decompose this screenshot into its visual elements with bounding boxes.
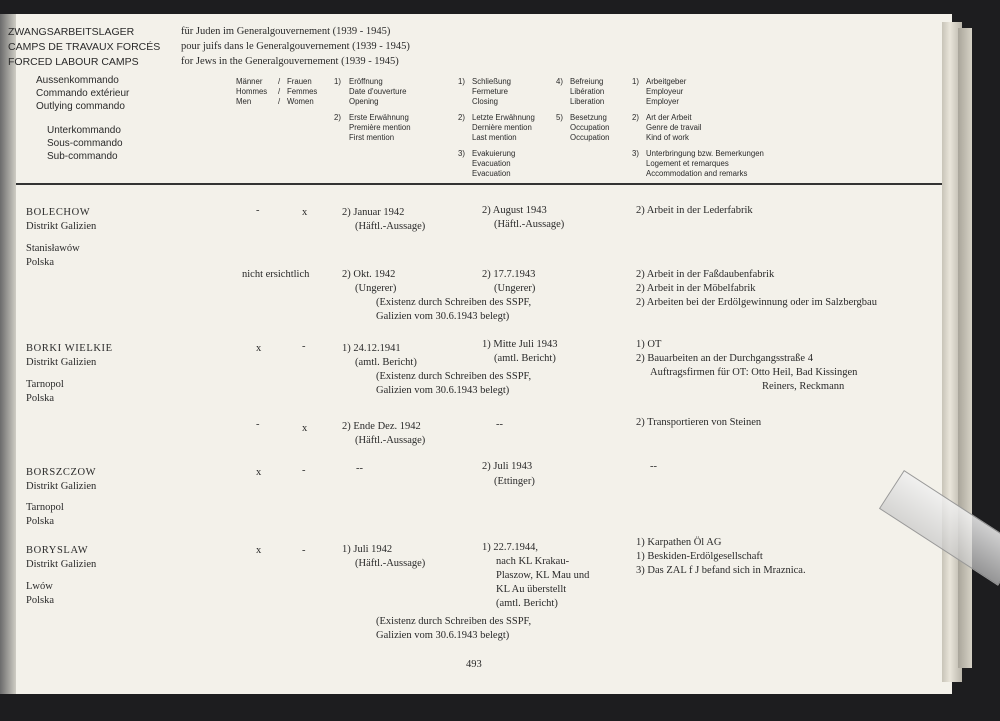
men-mark: - <box>256 205 260 216</box>
note: (Existenz durch Schreiben des SSPF, <box>376 616 532 627</box>
outlying-fr: Commando extérieur <box>36 88 130 99</box>
closing-source: (Häftl.-Aussage) <box>494 219 565 230</box>
subtitle-fr: pour juifs dans le Generalgouvernement (1939 - 1945) <box>181 41 410 52</box>
women-mark: x <box>302 423 308 434</box>
title-de: ZWANGSARBEITSLAGER <box>8 26 135 38</box>
closing-source: (Ungerer) <box>494 283 536 294</box>
gender-sep: / <box>278 87 281 96</box>
gender-men-en: Men <box>236 97 252 106</box>
place-name: BORSZCZOW <box>26 467 97 478</box>
outlying-de: Aussenkommando <box>36 75 119 86</box>
book-binding <box>0 14 16 694</box>
closing: -- <box>496 419 503 430</box>
men-mark: x <box>256 545 262 556</box>
opening-source: (Häftl.-Aussage) <box>355 558 426 569</box>
note: Galizien vom 30.6.1943 belegt) <box>376 630 510 641</box>
note: Galizien vom 30.6.1943 belegt) <box>376 311 510 322</box>
note: (Existenz durch Schreiben des SSPF, <box>376 297 532 308</box>
closing: 2) Juli 1943 <box>482 461 533 472</box>
closing-source: (Ettinger) <box>494 476 535 487</box>
closing-source: (amtl. Bericht) <box>496 598 558 609</box>
district: Distrikt Galizien <box>26 481 97 492</box>
title-en: FORCED LABOUR CAMPS <box>8 56 139 68</box>
closing: nach KL Krakau- <box>496 556 570 567</box>
gender-unknown: nicht ersichtlich <box>242 269 310 280</box>
title-fr: CAMPS DE TRAVAUX FORCÉS <box>8 41 161 53</box>
header-divider <box>16 183 942 185</box>
subtitle-en: for Jews in the Generalgouvernement (1939 - 1945) <box>181 56 399 67</box>
work: 2) Arbeit in der Lederfabrik <box>636 205 753 216</box>
place-name: BORKI WIELKIE <box>26 343 113 354</box>
gender-men-fr: Hommes <box>236 87 268 96</box>
men-mark: - <box>256 419 260 430</box>
opening: 1) 24.12.1941 <box>342 343 401 354</box>
work: Reiners, Reckmann <box>762 381 845 392</box>
work: 2) Arbeiten bei der Erdölgewinnung oder im Salzbergbau <box>636 297 877 308</box>
work: -- <box>650 461 657 472</box>
men-mark: x <box>256 343 262 354</box>
closing: 2) 17.7.1943 <box>482 269 536 280</box>
sub-fr: Sous-commando <box>47 138 123 149</box>
opening: -- <box>356 463 363 474</box>
page-edge-back <box>958 28 972 668</box>
district: Distrikt Galizien <box>26 221 97 232</box>
work: Auftragsfirmen für OT: Otto Heil, Bad Kissingen <box>650 367 858 378</box>
women-mark: - <box>302 341 306 352</box>
gender-sep: / <box>278 77 281 86</box>
opening: 2) Januar 1942 <box>342 207 405 218</box>
gender-sep: / <box>278 97 281 106</box>
sub-en: Sub-commando <box>47 151 118 162</box>
place-name: BORYSLAW <box>26 545 89 556</box>
place-name: BOLECHOW <box>26 207 91 218</box>
town: Stanisławów <box>26 243 80 254</box>
town: Tarnopol <box>26 502 64 513</box>
town: Tarnopol <box>26 379 64 390</box>
women-mark: - <box>302 545 306 556</box>
subtitle-de: für Juden im Generalgouvernement (1939 - 1945) <box>181 26 391 37</box>
note: Galizien vom 30.6.1943 belegt) <box>376 385 510 396</box>
opening-source: (Häftl.-Aussage) <box>355 435 426 446</box>
opening: 2) Okt. 1942 <box>342 269 396 280</box>
work: 1) Beskiden-Erdölgesellschaft <box>636 551 763 562</box>
gender-women-en: Women <box>287 97 314 106</box>
closing: 1) Mitte Juli 1943 <box>482 339 558 350</box>
men-mark: x <box>256 467 262 478</box>
work: 1) OT <box>636 339 662 350</box>
women-mark: x <box>302 207 308 218</box>
country: Polska <box>26 516 55 527</box>
work: 2) Bauarbeiten an der Durchgangsstraße 4 <box>636 353 813 364</box>
note: (Existenz durch Schreiben des SSPF, <box>376 371 532 382</box>
opening-source: (Häftl.-Aussage) <box>355 221 426 232</box>
gender-women-de: Frauen <box>287 77 312 86</box>
town: Lwów <box>26 581 53 592</box>
gender-men-de: Männer <box>236 77 263 86</box>
closing: Plaszow, KL Mau und <box>496 570 590 581</box>
page-number: 493 <box>466 659 482 670</box>
country: Polska <box>26 257 55 268</box>
district: Distrikt Galizien <box>26 357 97 368</box>
country: Polska <box>26 595 55 606</box>
closing: 2) August 1943 <box>482 205 547 216</box>
outlying-en: Outlying commando <box>36 101 125 112</box>
closing: 1) 22.7.1944, <box>482 542 538 553</box>
opening: 1) Juli 1942 <box>342 544 393 555</box>
work: 2) Transportieren von Steinen <box>636 417 762 428</box>
opening: 2) Ende Dez. 1942 <box>342 421 421 432</box>
district: Distrikt Galizien <box>26 559 97 570</box>
country: Polska <box>26 393 55 404</box>
work: 1) Karpathen Öl AG <box>636 537 722 548</box>
sub-de: Unterkommando <box>47 125 121 136</box>
work: 2) Arbeit in der Faßdaubenfabrik <box>636 269 775 280</box>
women-mark: - <box>302 465 306 476</box>
work: 2) Arbeit in der Möbelfabrik <box>636 283 756 294</box>
gender-women-fr: Femmes <box>287 87 318 96</box>
opening-source: (Ungerer) <box>355 283 397 294</box>
closing-source: (amtl. Bericht) <box>494 353 556 364</box>
work: 3) Das ZAL f J befand sich in Mraznica. <box>636 565 806 576</box>
opening-source: (amtl. Bericht) <box>355 357 417 368</box>
closing: KL Au überstellt <box>496 584 567 595</box>
